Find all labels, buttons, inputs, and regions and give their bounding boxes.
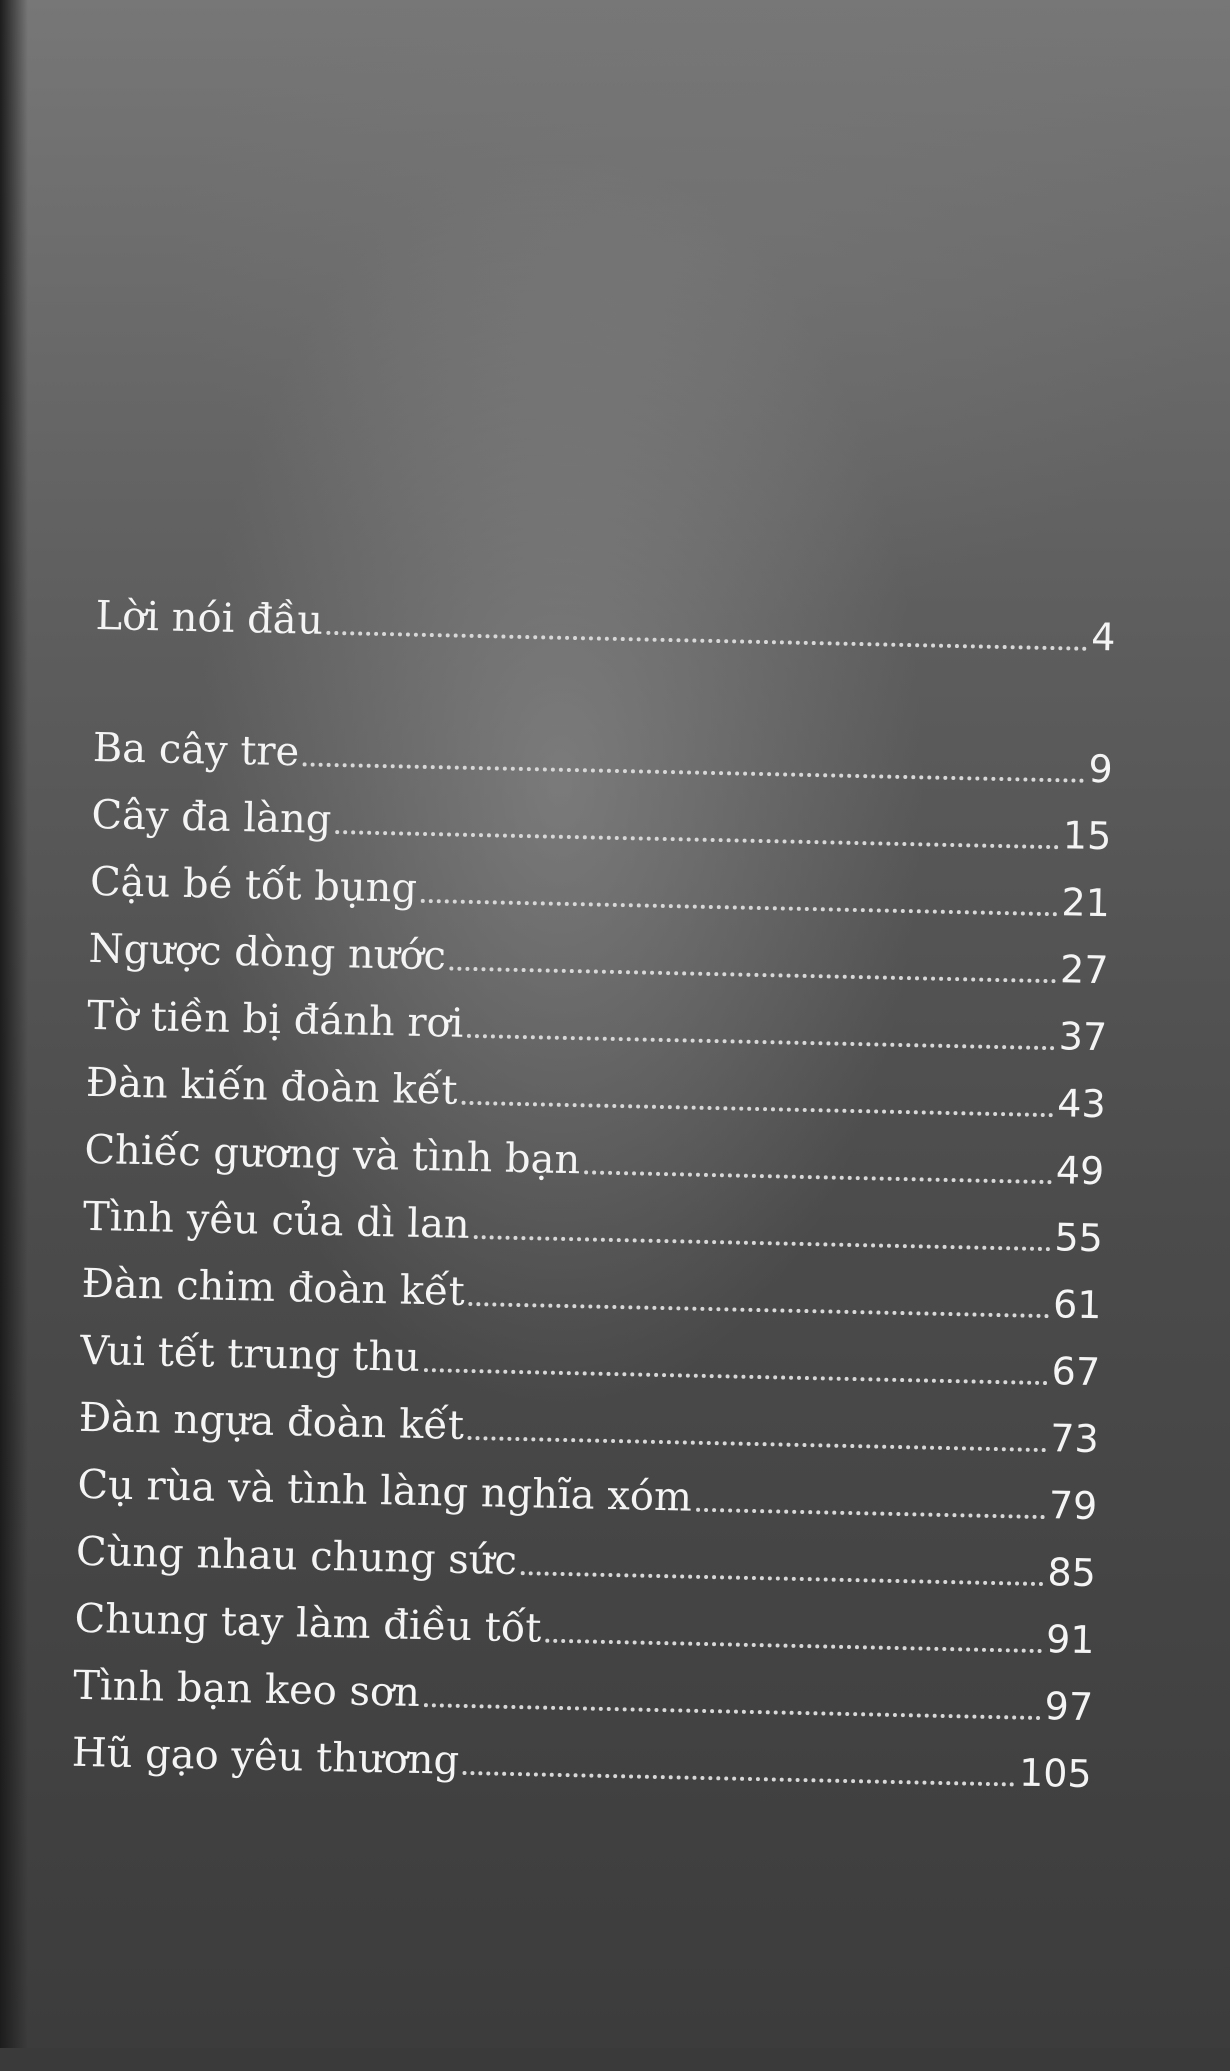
toc-entry-title: Cậu bé tốt bụng — [89, 858, 418, 912]
toc-entry-page: 4 — [1090, 614, 1116, 660]
toc-entry — [78, 1382, 1099, 1463]
toc-entry-title: Cây đa làng — [91, 791, 332, 843]
toc-entry — [85, 1047, 1106, 1128]
toc-entry-page: 85 — [1047, 1550, 1097, 1596]
dot-leader — [450, 966, 1056, 983]
toc-entry-page: 91 — [1045, 1617, 1095, 1663]
toc-entry-page: 37 — [1058, 1014, 1108, 1060]
toc-entry-title: Tờ tiền bị đánh rơi — [86, 992, 464, 1047]
toc-entry — [84, 1114, 1105, 1195]
dot-leader — [424, 1703, 1041, 1720]
dot-leader — [467, 1034, 1054, 1050]
toc-entry-title: Lời nói đầu — [95, 593, 324, 644]
toc-entry — [92, 712, 1113, 793]
toc-entry-title: Chung tay làm điều tốt — [74, 1595, 542, 1652]
toc-entry — [74, 1583, 1095, 1664]
toc-entry — [90, 846, 1111, 927]
dot-leader — [545, 1639, 1042, 1653]
toc-entry-preface — [95, 580, 1116, 661]
toc-entry-page: 49 — [1055, 1148, 1105, 1194]
dot-leader — [473, 1235, 1050, 1251]
toc-entry-title: Tình yêu của dì lan — [82, 1193, 471, 1248]
dot-leader — [696, 1508, 1045, 1519]
toc-entry-title: Ba cây tre — [92, 724, 300, 776]
toc-entry-page: 55 — [1054, 1215, 1104, 1261]
toc-entry-page: 105 — [1018, 1750, 1093, 1797]
toc-entry-page: 67 — [1051, 1349, 1101, 1395]
toc-entry — [73, 1650, 1094, 1731]
toc-entry-title: Đàn chim đoàn kết — [81, 1260, 466, 1315]
toc-entry-page: 73 — [1049, 1416, 1100, 1462]
toc-entry-title: Vui tết trung thu — [79, 1327, 421, 1381]
toc-entry — [77, 1449, 1098, 1530]
dot-leader — [463, 1771, 1015, 1787]
dot-leader — [421, 899, 1058, 916]
dot-leader — [327, 631, 1087, 651]
toc-entry-title: Cùng nhau chung sức — [75, 1528, 518, 1585]
dot-leader — [461, 1101, 1053, 1117]
toc-entry-title: Tình bạn keo sơn — [72, 1662, 421, 1717]
dot-leader — [584, 1170, 1052, 1184]
dot-leader — [468, 1436, 1046, 1452]
dot-leader — [335, 830, 1059, 849]
toc-entry-title: Đàn kiến đoàn kết — [85, 1059, 458, 1114]
dot-leader — [424, 1368, 1048, 1385]
toc-entry-page: 43 — [1056, 1081, 1107, 1127]
toc-entry — [83, 1181, 1104, 1262]
toc-entry-title: Cụ rùa và tình làng nghĩa xóm — [76, 1461, 693, 1521]
toc-entry-page: 15 — [1062, 813, 1112, 859]
toc-entry — [81, 1248, 1102, 1329]
toc-entry — [88, 913, 1109, 994]
toc-entry — [80, 1315, 1101, 1396]
toc-entry — [76, 1516, 1097, 1597]
toc-entry-title: Đàn ngựa đoàn kết — [78, 1394, 465, 1449]
toc-entry — [87, 980, 1108, 1061]
toc-entry-page: 61 — [1052, 1282, 1102, 1328]
toc-entry — [91, 779, 1112, 860]
toc-entry-title: Ngược dòng nước — [88, 925, 447, 980]
dot-leader — [303, 762, 1084, 782]
toc-entry — [71, 1717, 1092, 1798]
dot-leader — [468, 1302, 1048, 1318]
toc-entry-title: Hũ gạo yêu thương — [71, 1729, 460, 1784]
toc-entry-page: 21 — [1061, 880, 1111, 926]
toc-entry-page: 27 — [1059, 947, 1109, 993]
toc-entry-page: 97 — [1044, 1684, 1094, 1730]
toc-entry-page: 79 — [1048, 1483, 1098, 1529]
toc-entry-title: Chiếc gương và tình bạn — [83, 1126, 581, 1184]
dot-leader — [521, 1571, 1044, 1586]
toc-entry-page: 9 — [1088, 746, 1114, 792]
